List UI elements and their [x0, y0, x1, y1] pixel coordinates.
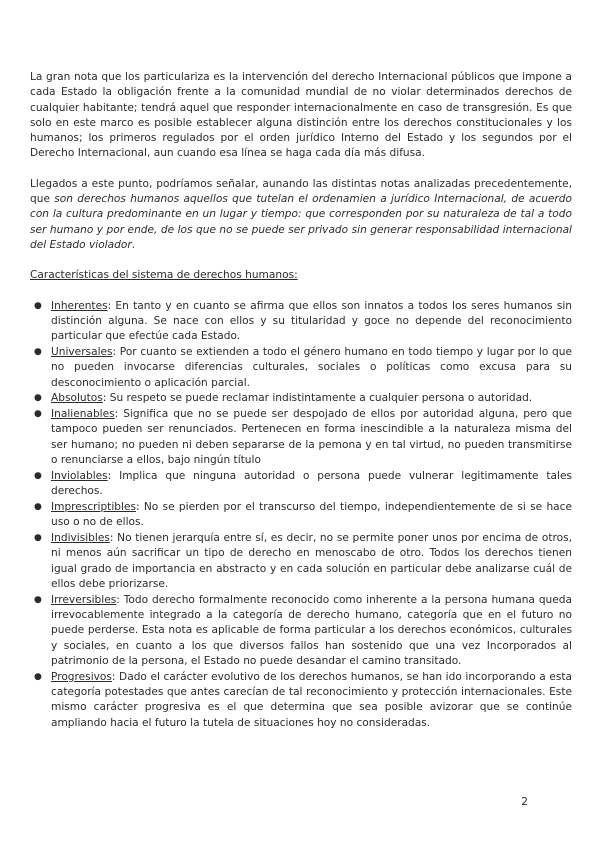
term-label: Irreversibles: [51, 593, 117, 606]
bullet-icon: ●: [34, 594, 42, 605]
term-description: : No se pierden por el transcurso del tiempo, independientemente de si se hace uso o no de ellos.: [51, 500, 572, 529]
document-page: [30, 70, 572, 731]
definition-end: .: [131, 238, 136, 251]
list-item-inviolables: [30, 469, 572, 500]
term-label: Inherentes: [51, 299, 108, 312]
page-number: 2: [521, 796, 528, 808]
term-description: : Por cuanto se extienden a todo el género humano en todo tiempo y lugar por lo que no pueden invocarse diferencias culturales, sociales o políticas como excusa para su desconocimiento o aplicación parcial.: [51, 345, 572, 389]
term-label: Inviolables: [51, 469, 108, 482]
paragraph-definition: [30, 177, 572, 253]
term-description: : Implica que ninguna autoridad o persona puede vulnerar legitimamente tales derechos.: [51, 469, 572, 498]
list-item-universales: [30, 345, 572, 391]
list-item-progresivos: [30, 670, 572, 731]
bullet-icon: ●: [34, 533, 42, 544]
characteristics-list: [30, 299, 572, 731]
list-item-inherentes: [30, 299, 572, 345]
list-item-inalienables: [30, 407, 572, 468]
term-label: Progresivos: [51, 670, 112, 683]
term-label: Universales: [51, 345, 113, 358]
term-description: : En tanto y en cuanto se afirma que ellos son innatos a todos los seres humanos sin distinción alguna. Se nace con ellos y su titularidad y goce no depende del reconocimiento particular que efectúe cada Estado.: [51, 299, 572, 343]
term-label: Indivisibles: [51, 532, 110, 545]
bullet-icon: ●: [34, 501, 42, 512]
term-description: : Significa que no se puede ser despojado de ellos por autoridad alguna, pero que tampoco pueden ser renunciados. Pertenecen en forma inescindible a la naturaleza misma del ser humano; no pueden ni deben separarse de la pemona y en tal virtud, no pueden transmitirse o renunciarse a ellos, bajo ningún título: [51, 408, 572, 467]
bullet-icon: ●: [34, 300, 42, 311]
term-description: : No tienen jerarquía entre sí, es decir, no se permite poner unos por encima de otros, ni menos aún sacrificar un tipo de derecho en menoscabo de otro. Todos los derechos tienen igual grado de importancia en abstracto y en cada solución en particular debe analizarse cuál de ellos debe priorizarse.: [51, 532, 572, 590]
term-label: Inalienables: [51, 408, 115, 421]
definition-italic: son derechos humanos aquellos que tutelan el ordenamien a jurídico Internacional, de acuerdo con la cultura predominante en un lugar y tiempo: que corresponden por su naturaleza de tal a todo ser humano y por ende, de los que no se puede ser privado sin generar responsabilidad internacional del Estado violador: [30, 193, 572, 251]
list-item-indivisibles: [30, 531, 572, 592]
term-description: : Todo derecho formalmente reconocido como inherente a la persona humana queda irrevocablemente integrado a la categoría de derecho humano, categoría que en el futuro no puede perderse. Esta nota es aplicable de forma particular a los derechos económicos, culturales y sociales, en cuanto a los que diversos fallos han sostenido que una vez Incorporados al patrimonio de la persona, el Estado no puede desandar el camino transitado.: [51, 593, 572, 667]
bullet-icon: ●: [34, 346, 42, 357]
list-item-irreversibles: [30, 593, 572, 669]
bullet-icon: ●: [34, 671, 42, 682]
section-heading: Características del sistema de derechos humanos:: [30, 269, 298, 282]
list-item-absolutos: [30, 391, 572, 406]
term-label: Imprescriptibles: [51, 500, 136, 513]
term-description: : Su respeto se puede reclamar indistintamente a cualquier persona o autoridad.: [102, 392, 533, 405]
bullet-icon: ●: [34, 470, 42, 481]
list-item-imprescriptibles: [30, 500, 572, 531]
term-label: Absolutos: [51, 392, 103, 405]
bullet-icon: ●: [34, 393, 42, 404]
paragraph-international-law: La gran nota que los particulariza es la intervención del derecho Internacional públicos que impone a cada Estado la obligación frente a la comunidad mundial de no violar determinados derechos de cualquier habitante; tendrá aquel que responder internacionalmente en caso de transgresión. Es que solo en este marco es posible establecer alguna distinción entre los derechos constitucionales y los humanos; los primeros regulados por el orden jurídico Interno del Estado y los segundos por el Derecho Internacional, aun cuando esa línea se haga cada día más difusa.: [30, 71, 572, 160]
definition-intro: Llegados a este punto, podríamos señalar, aunando las distintas notas analizadas precedentemente, que: [30, 177, 572, 206]
bullet-icon: ●: [34, 409, 42, 420]
term-description: : Dado el carácter evolutivo de los derechos humanos, se han ido incorporando a esta categoría potestades que antes carecían de tal reconocimiento y protección internacionales. Este mismo carácter progresiva es el que determina que sea posible avizorar que se continúe ampliando hacia el futuro la tutela de situaciones hoy no consideradas.: [51, 670, 572, 729]
